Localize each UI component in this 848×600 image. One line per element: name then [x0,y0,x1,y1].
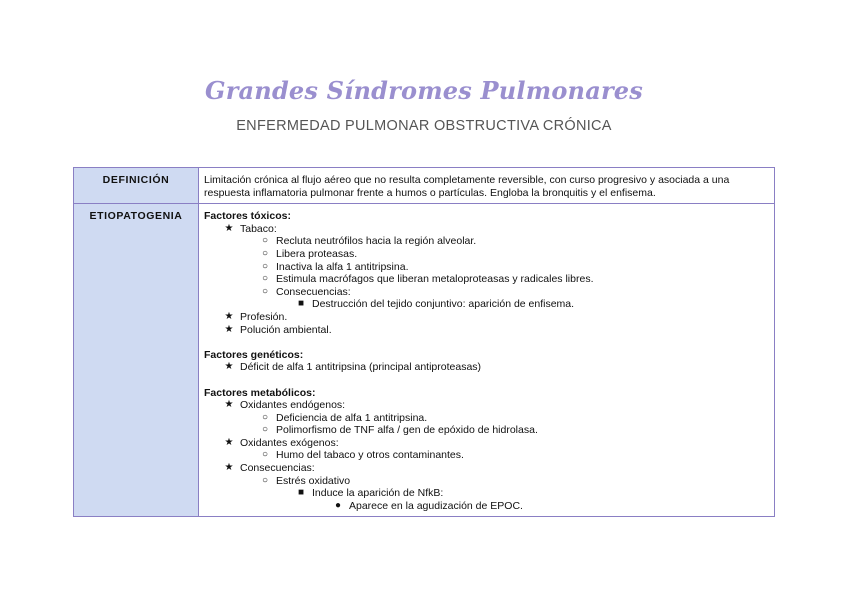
list-item [204,248,768,261]
list-item-text: Profesión. [240,310,288,323]
list-item [204,412,768,425]
circle-bullet-icon: ○ [261,273,269,285]
list-item-text: Consecuencias: [276,285,351,298]
list-item-text: Libera proteasas. [276,247,358,260]
square-bullet-icon: ■ [297,487,305,499]
star-bullet-icon: ★ [224,310,234,322]
list-item-text: Deficiencia de alfa 1 antitripsina. [276,411,428,424]
list-item-text: Polimorfismo de TNF alfa / gen de epóxido de hidrolasa. [276,424,538,437]
list-item [204,223,768,236]
list-item-text: Oxidantes endógenos: [240,399,346,412]
list-item [204,273,768,286]
list-item-text: Oxidantes exógenos: [240,436,339,449]
circle-bullet-icon: ○ [261,247,269,259]
list-item [204,311,768,324]
list-item-text: Polución ambiental. [240,323,332,336]
circle-bullet-icon: ○ [261,285,269,297]
toxicos-list [204,223,768,336]
list-item-text: Recluta neutrófilos hacia la región alveolar. [276,235,477,248]
page-subtitle: ENFERMEDAD PULMONAR OBSTRUCTIVA CRÓNICA [236,118,612,134]
content-table [73,167,775,517]
list-item [204,298,768,311]
geneticos-list [204,361,768,374]
list-item-text: Aparece en la agudización de EPOC. [349,499,523,512]
circle-bullet-icon: ○ [261,235,269,247]
list-item [204,235,768,248]
definicion-label: DEFINICIÓN [74,168,199,204]
section-title-metabolicos: Factores metabólicos: [204,386,316,399]
star-bullet-icon: ★ [224,361,234,373]
list-item [204,500,768,513]
square-bullet-icon: ■ [297,298,305,310]
circle-bullet-icon: ○ [261,449,269,461]
list-item [204,475,768,488]
list-item-text: Humo del tabaco y otros contaminantes. [276,449,464,462]
metabolicos-list [204,399,768,512]
list-item-text: Destrucción del tejido conjuntivo: aparición de enfisema. [312,298,575,311]
list-item-text: Déficit de alfa 1 antitripsina (principal antiproteasas) [240,361,482,374]
list-item [204,424,768,437]
list-item [204,399,768,412]
list-item [204,324,768,337]
star-bullet-icon: ★ [224,399,234,411]
table-row-definicion [74,168,775,204]
list-item [204,261,768,274]
dot-bullet-icon: ● [334,499,342,511]
section-title-toxicos: Factores tóxicos: [204,210,291,223]
star-bullet-icon: ★ [224,222,234,234]
etiopatogenia-label: ETIOPATOGENIA [74,204,199,517]
table-row-etiopatogenia [74,204,775,517]
section-title-geneticos: Factores genéticos: [204,348,304,361]
circle-bullet-icon: ○ [261,411,269,423]
list-item-text: Estimula macrófagos que liberan metaloproteasas y radicales libres. [276,273,594,286]
page-title: Grandes Síndromes Pulmonares [205,76,643,105]
list-item [204,487,768,500]
star-bullet-icon: ★ [224,462,234,474]
list-item [204,361,768,374]
list-item-text: Estrés oxidativo [276,474,351,487]
list-item-text: Consecuencias: [240,462,315,475]
list-item-text: Tabaco: [240,222,277,235]
circle-bullet-icon: ○ [261,474,269,486]
star-bullet-icon: ★ [224,323,234,335]
circle-bullet-icon: ○ [261,260,269,272]
list-item [204,449,768,462]
circle-bullet-icon: ○ [261,424,269,436]
definicion-text: Limitación crónica al flujo aéreo que no resulta completamente reversible, con curso progresivo y asociada a una respuesta inflamatoria pulmonar frente a humos o partículas. Engloba la bronquitis y el enfisema. [199,168,775,204]
list-item-text: Inactiva la alfa 1 antitripsina. [276,260,409,273]
list-item [204,286,768,299]
list-item-text: Induce la aparición de NfkB: [312,487,444,500]
list-item [204,437,768,450]
star-bullet-icon: ★ [224,436,234,448]
etiopatogenia-content [199,204,775,517]
list-item [204,462,768,475]
